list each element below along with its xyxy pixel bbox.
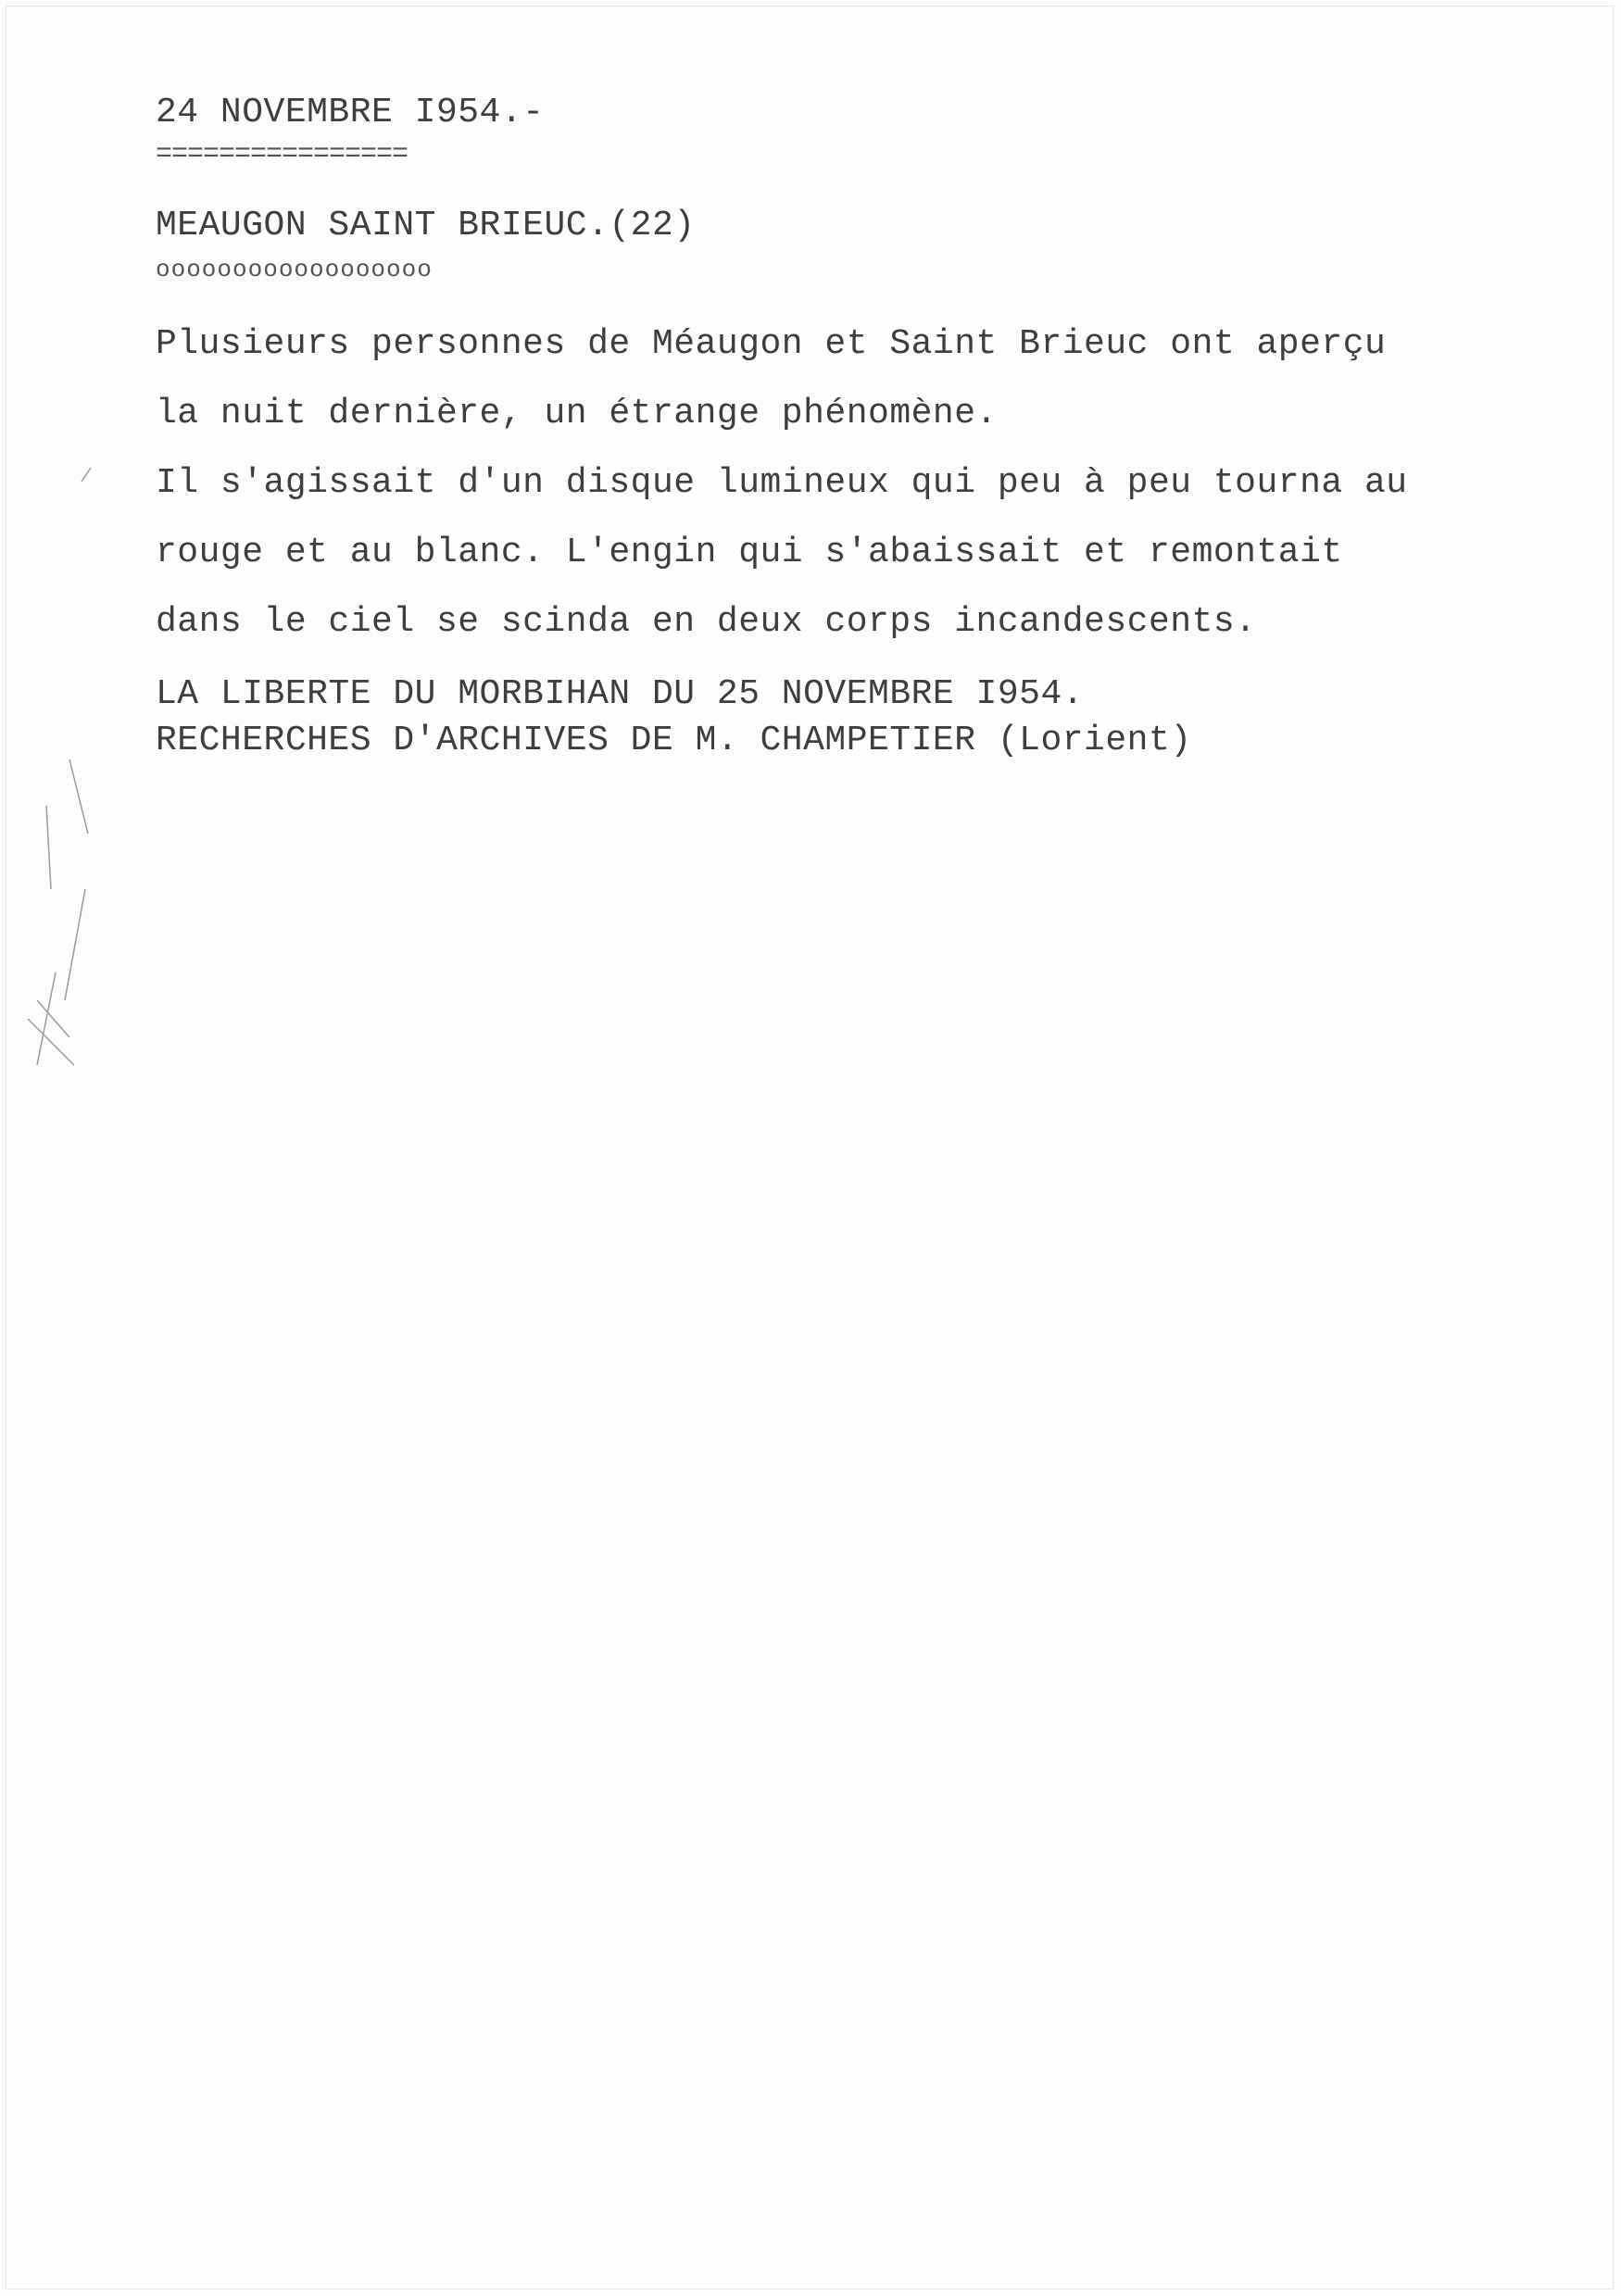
body-line: Plusieurs personnes de Méaugon et Saint Brieuc ont aperçu xyxy=(156,324,1387,364)
location-underline: oooooooooooooooooo xyxy=(156,256,433,283)
source-newspaper: LA LIBERTE DU MORBIHAN DU 25 NOVEMBRE I954. xyxy=(156,674,1085,714)
date-heading: 24 NOVEMBRE I954.- xyxy=(156,93,545,132)
location-heading: MEAUGON SAINT BRIEUC.(22) xyxy=(156,206,696,245)
body-line: Il s'agissait d'un disque lumineux qui peu à peu tourna au xyxy=(156,463,1408,503)
body-line: la nuit dernière, un étrange phénomène. xyxy=(156,394,998,433)
body-line: rouge et au blanc. L'engin qui s'abaissait et remontait xyxy=(156,533,1343,572)
body-line: dans le ciel se scinda en deux corps incandescents. xyxy=(156,602,1257,642)
date-underline: ================ xyxy=(156,139,408,170)
source-archive: RECHERCHES D'ARCHIVES DE M. CHAMPETIER (Lorient) xyxy=(156,721,1192,760)
margin-pencil-marks xyxy=(0,0,111,1111)
